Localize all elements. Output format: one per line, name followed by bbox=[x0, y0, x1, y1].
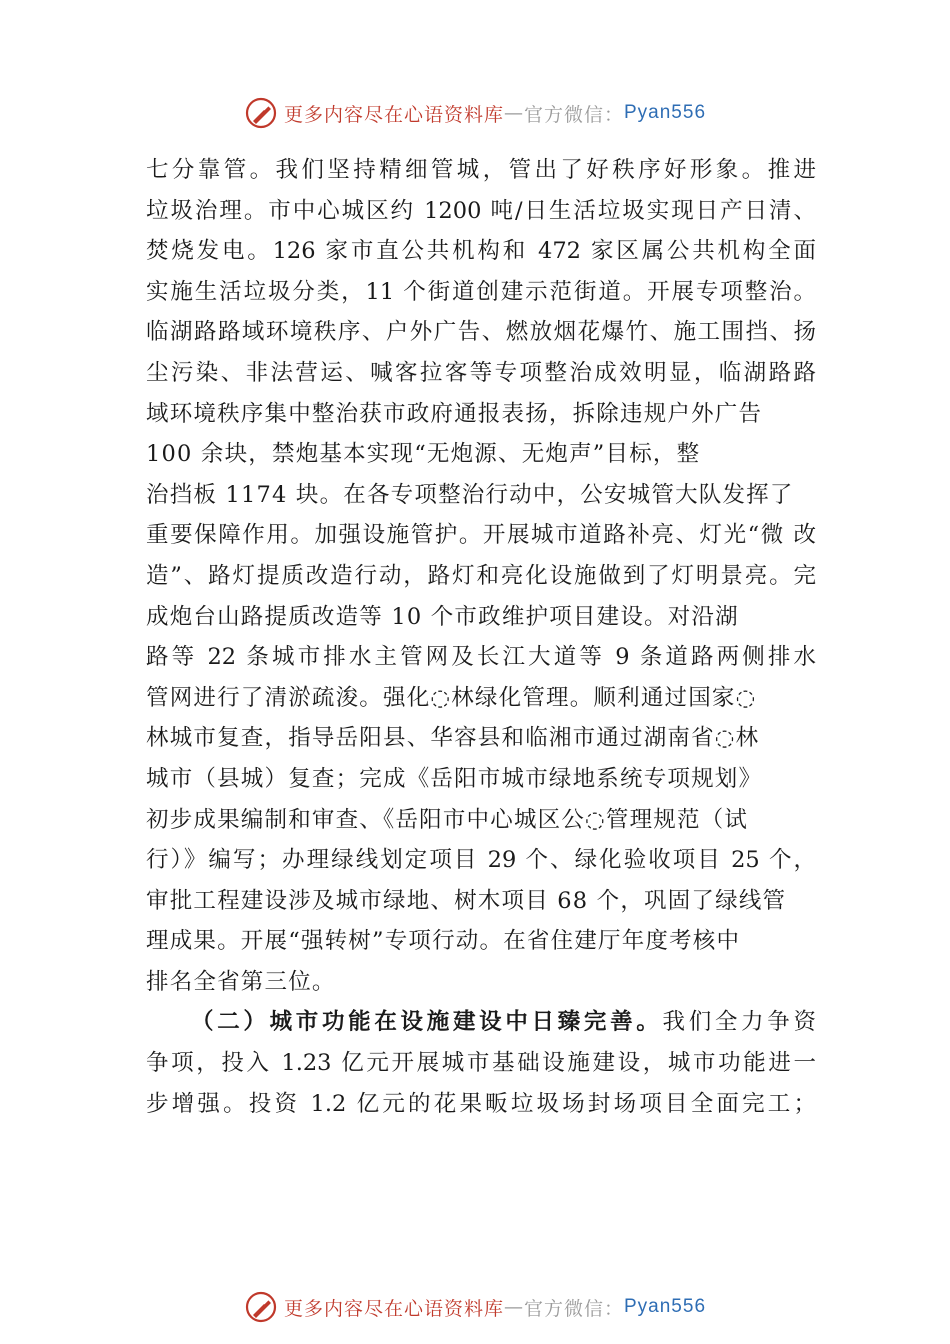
text-line: 100 余块，禁炮基本实现“无炮源、无炮声”目标，整 bbox=[146, 441, 701, 468]
text-line: 治挡板 1174 块。在各专项整治行动中，公安城管大队发挥了 bbox=[146, 481, 794, 508]
text-line: 造”、路灯提质改造行动，路灯和亮化设施做到了灯明景亮。完 bbox=[146, 562, 816, 589]
text-line: 争项，投入 1.23 亿元开展城市基础设施建设，城市功能进一 bbox=[146, 1050, 816, 1077]
text-line: 成炮台山路提质改造等 10 个市政维护项目建设。对沿湖 bbox=[146, 603, 739, 630]
footer-watermark bbox=[0, 1290, 950, 1324]
paragraph-continued bbox=[146, 150, 816, 1002]
section-heading: （二）城市功能在设施建设中日臻完善。 bbox=[191, 1009, 663, 1036]
text-line: 重要保障作用。加强设施管护。开展城市道路补亮、灯光“微 改 bbox=[146, 522, 816, 549]
header-watermark bbox=[0, 96, 950, 130]
text-line: 七分靠管。我们坚持精细管城，管出了好秩序好形象。推进 bbox=[146, 157, 816, 183]
watermark-label: 官方微信： bbox=[523, 1297, 624, 1320]
document-body bbox=[146, 150, 816, 1124]
text-line: 步增强。投资 1.2 亿元的花果畈垃圾场封场项目全面完工； bbox=[146, 1090, 816, 1117]
text-line: 城市（县城）复查；完成《岳阳市城市绿地系统专项规划》 bbox=[146, 765, 763, 792]
text-line: 初步成果编制和审查、《岳阳市中心城区公◌管理规范（试 bbox=[146, 806, 749, 833]
quill-logo-icon bbox=[244, 96, 278, 130]
quill-logo-icon bbox=[244, 1290, 278, 1324]
text-line: 林城市复查，指导岳阳县、华容县和临湘市通过湖南省◌林 bbox=[146, 725, 760, 752]
text-line: 临湖路路域环境秩序、户外广告、燃放烟花爆竹、施工围挡、扬 bbox=[146, 319, 816, 346]
text-line: 焚烧发电。126 家市直公共机构和 472 家区属公共机构全面 bbox=[146, 238, 816, 265]
watermark-title: 更多内容尽在心语资料库 bbox=[283, 103, 504, 126]
watermark-title: 更多内容尽在心语资料库 bbox=[283, 1297, 504, 1320]
watermark-dash: — bbox=[503, 1296, 524, 1318]
text-line: 域环境秩序集中整治获市政府通报表扬，拆除违规户外广告 bbox=[146, 400, 763, 427]
text-line: 管网进行了清淤疏浚。强化◌林绿化管理。顺利通过国家◌ bbox=[146, 684, 757, 711]
section-paragraph bbox=[146, 1043, 816, 1124]
section-first-line bbox=[146, 1002, 816, 1043]
text-line: 垃圾治理。市中心城区约 1200 吨/日生活垃圾实现日产日清、 bbox=[146, 197, 816, 224]
watermark-label: 官方微信： bbox=[523, 103, 624, 126]
text-line: 行）》编写；办理绿线划定项目 29 个、绿化验收项目 25 个， bbox=[146, 847, 816, 874]
text-line: 理成果。开展“强转树”专项行动。在省住建厅年度考核中 bbox=[146, 928, 741, 955]
watermark-dash: — bbox=[503, 102, 524, 124]
watermark-id: Pyan556 bbox=[624, 1296, 707, 1317]
text-line: 路等 22 条城市排水主管网及长江大道等 9 条道路两侧排水 bbox=[146, 644, 816, 671]
text-line: 实施生活垃圾分类，11 个街道创建示范街道。开展专项整治。 bbox=[146, 278, 816, 305]
watermark-id: Pyan556 bbox=[624, 102, 707, 123]
text-line: 排名全省第三位。 bbox=[146, 968, 336, 995]
text-line: 尘污染、非法营运、喊客拉客等专项整治成效明显，临湖路路 bbox=[146, 359, 816, 386]
text-line: 审批工程建设涉及城市绿地、树木项目 68 个，巩固了绿线管 bbox=[146, 887, 787, 914]
section-lead: 我们全力争资 bbox=[662, 1009, 816, 1036]
